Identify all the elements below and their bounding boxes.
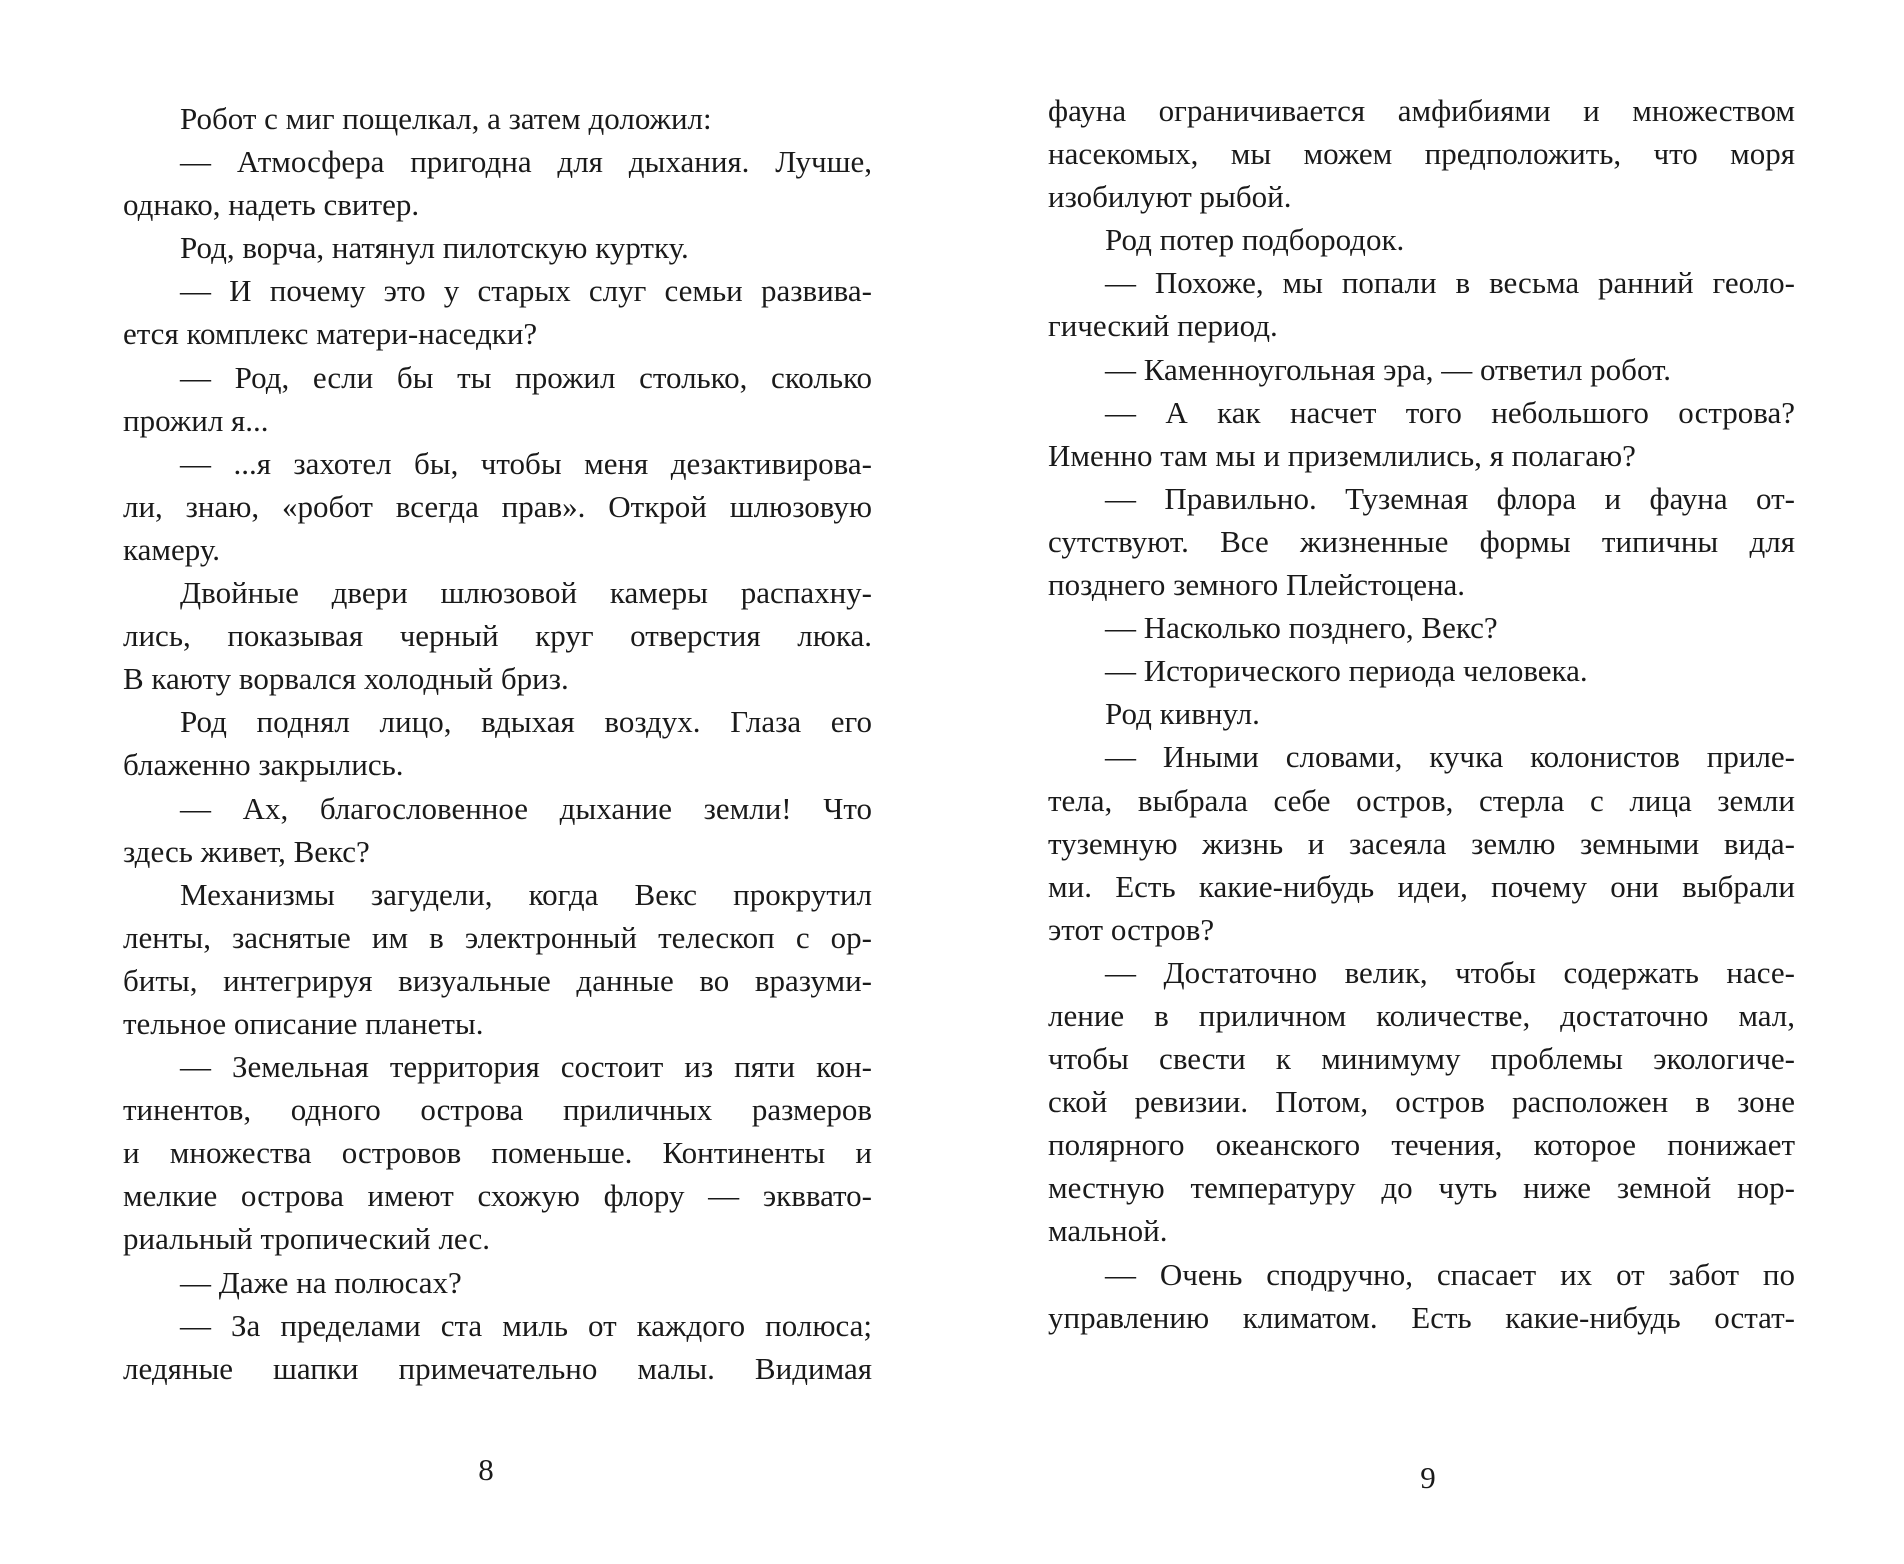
text-line: фауна ограничивается амфибиями и множеством bbox=[1048, 93, 1795, 128]
text-line: камеру. bbox=[123, 531, 220, 567]
text-line: — Атмосфера пригодна для дыхания. Лучше, bbox=[180, 144, 872, 180]
text-line: насекомых, мы можем предположить, что моря bbox=[1048, 136, 1795, 172]
text-line: ется комплекс матери-наседки? bbox=[123, 316, 538, 352]
text-line: риальный тропический лес. bbox=[123, 1221, 490, 1257]
left-page-text-column bbox=[123, 97, 872, 1390]
text-line: тела, выбрала себе остров, стерла с лица земли bbox=[1048, 782, 1795, 818]
text-line: тинентов, одного острова приличных размеров bbox=[123, 1092, 872, 1128]
text-line: лись, показывая черный круг отверстия люка. bbox=[123, 618, 872, 654]
text-line: — Похоже, мы попали в весьма ранний геоло- bbox=[1105, 265, 1795, 301]
text-line: однако, надеть свитер. bbox=[123, 187, 420, 223]
text-line: — И почему это у старых слуг семьи развива- bbox=[180, 273, 872, 309]
text-line: — А как насчет того небольшого острова? bbox=[1105, 394, 1795, 430]
text-line: ли, знаю, «робот всегда прав». Открой шлюзовую bbox=[123, 488, 872, 524]
text-line: — Род, если бы ты прожил столько, сколько bbox=[180, 359, 872, 395]
page-number: 8 bbox=[478, 1452, 494, 1487]
text-line: — ...я захотел бы, чтобы меня дезактивирова- bbox=[180, 445, 872, 481]
text-line: Механизмы загудели, когда Векс прокрутил bbox=[180, 876, 872, 912]
text-line: — Иными словами, кучка колонистов приле- bbox=[1105, 739, 1795, 775]
text-line: Род поднял лицо, вдыхая воздух. Глаза его bbox=[180, 704, 872, 740]
page-number: 9 bbox=[1420, 1460, 1436, 1495]
text-line: здесь живет, Векс? bbox=[123, 833, 370, 869]
text-line: этот остров? bbox=[1048, 911, 1215, 947]
text-line: — Земельная территория состоит из пяти кон- bbox=[180, 1049, 872, 1085]
text-line: гический период. bbox=[1048, 308, 1278, 344]
text-line: В каюту ворвался холодный бриз. bbox=[123, 661, 569, 697]
text-line: Род потер подбородок. bbox=[1105, 222, 1405, 258]
text-line: — Насколько позднего, Векс? bbox=[1105, 610, 1498, 646]
text-line: — Исторического периода человека. bbox=[1105, 653, 1588, 689]
text-line: полярного океанского течения, которое понижает bbox=[1048, 1127, 1795, 1163]
text-line: — Каменноугольная эра, — ответил робот. bbox=[1105, 351, 1672, 387]
text-line: ленты, заснятые им в электронный телескоп с ор- bbox=[123, 919, 872, 955]
text-line: и множества островов поменьше. Континенты и bbox=[123, 1135, 872, 1171]
text-line: ми. Есть какие-нибудь идеи, почему они выбрали bbox=[1048, 868, 1795, 904]
text-line: управлению климатом. Есть какие-нибудь остат- bbox=[1048, 1299, 1795, 1335]
text-line: тельное описание планеты. bbox=[123, 1005, 484, 1041]
text-line: блаженно закрылись. bbox=[123, 747, 404, 783]
text-line: — Ах, благословенное дыхание земли! Что bbox=[180, 790, 872, 826]
text-line: биты, интегрируя визуальные данные во вразуми- bbox=[123, 962, 872, 998]
text-line: изобилуют рыбой. bbox=[1048, 179, 1292, 215]
text-line: — Достаточно велик, чтобы содержать насе- bbox=[1105, 954, 1795, 990]
text-line: — Правильно. Туземная флора и фауна от- bbox=[1105, 480, 1795, 516]
text-line: Род кивнул. bbox=[1105, 696, 1260, 732]
text-line: — Даже на полюсах? bbox=[180, 1264, 462, 1300]
text-line: туземную жизнь и засеяла землю земными вида- bbox=[1048, 825, 1795, 861]
text-line: Род, ворча, натянул пилотскую куртку. bbox=[180, 230, 689, 266]
right-page bbox=[952, 0, 1904, 1564]
text-line: — За пределами ста миль от каждого полюса; bbox=[180, 1307, 872, 1343]
text-line: прожил я... bbox=[123, 402, 269, 438]
text-line: ледяные шапки примечательно малы. Видимая bbox=[123, 1350, 872, 1386]
text-line: сутствуют. Все жизненные формы типичны для bbox=[1048, 523, 1795, 559]
text-line: ление в приличном количестве, достаточно мал, bbox=[1048, 997, 1795, 1033]
text-line: Робот с миг пощелкал, а затем доложил: bbox=[180, 101, 712, 136]
text-line: Именно там мы и приземлились, я полагаю? bbox=[1048, 437, 1636, 473]
text-line: позднего земного Плейстоцена. bbox=[1048, 567, 1466, 603]
text-line: местную температуру до чуть ниже земной нор- bbox=[1048, 1170, 1795, 1206]
text-line: мелкие острова имеют схожую флору — экввато- bbox=[123, 1178, 872, 1214]
right-page-text-column bbox=[1048, 89, 1795, 1339]
text-line: чтобы свести к минимуму проблемы экологиче- bbox=[1048, 1041, 1795, 1077]
text-line: Двойные двери шлюзовой камеры распахну- bbox=[180, 575, 872, 611]
text-line: ской ревизии. Потом, остров расположен в зоне bbox=[1048, 1084, 1795, 1120]
text-line: — Очень сподручно, спасает их от забот по bbox=[1105, 1256, 1795, 1292]
text-line: мальной. bbox=[1048, 1213, 1168, 1249]
